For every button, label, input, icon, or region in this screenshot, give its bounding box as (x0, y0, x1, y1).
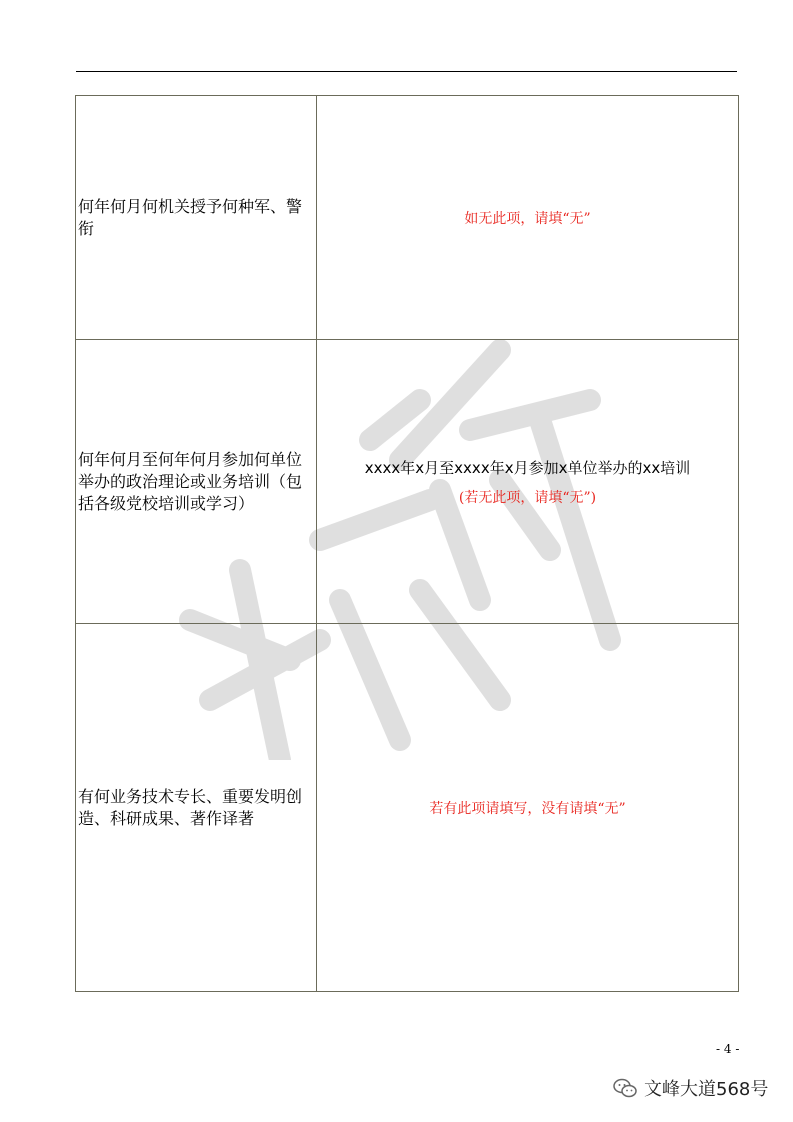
row-label: 何年何月何机关授予何种军、警衔 (76, 96, 317, 340)
row-value (317, 624, 739, 992)
fill-note: 若有此项请填写，没有请填“无” (429, 800, 626, 817)
page-number: - 4 - (716, 1042, 740, 1056)
table-row (76, 96, 739, 340)
wechat-icon (612, 1077, 638, 1099)
row-label: 何年何月至何年何月参加何单位举办的政治理论或业务培训（包括各级党校培训或学习） (76, 340, 317, 624)
row-label: 有何业务技术专长、重要发明创造、科研成果、著作译著 (76, 624, 317, 992)
row-value (317, 96, 739, 340)
info-table (75, 95, 739, 992)
fill-note: 如无此项，请填“无” (464, 210, 591, 227)
row-value (317, 340, 739, 624)
table-row (76, 624, 739, 992)
brand-text: 文峰大道568号 (644, 1079, 769, 1100)
brand-footer (612, 1074, 768, 1102)
table-row (76, 340, 739, 624)
header-rule (76, 71, 737, 72)
fill-note: (若无此项，请填“无”) (458, 489, 597, 506)
example-entry: xxxx年x月至xxxx年x月参加x单位举办的xx培训 (364, 458, 691, 477)
